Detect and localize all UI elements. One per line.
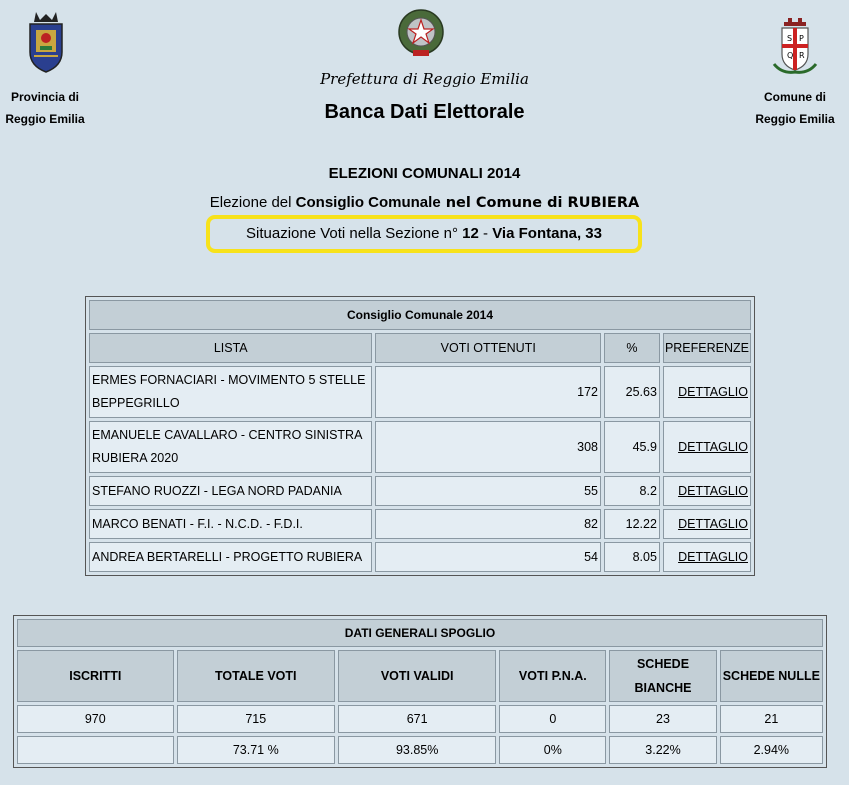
dettaglio-link[interactable]: DETTAGLIO — [678, 440, 748, 454]
comune-line2: Reggio Emilia — [755, 112, 835, 126]
row-voti: 308 — [375, 421, 601, 473]
dettaglio-link[interactable]: DETTAGLIO — [678, 385, 748, 399]
table-row — [89, 421, 751, 473]
dettaglio-link[interactable]: DETTAGLIO — [678, 517, 748, 531]
col-preferenze: PREFERENZE — [663, 333, 751, 363]
pct-voti-pna: 0% — [499, 736, 606, 764]
row-lista: MARCO BENATI - F.I. - N.C.D. - F.D.I. — [89, 509, 372, 539]
row-preferenze — [663, 421, 751, 473]
col-percent: % — [604, 333, 660, 363]
col-iscritti: ISCRITTI — [17, 650, 174, 702]
election-body: Consiglio Comunale — [295, 194, 441, 211]
prefettura-title: Prefettura di Reggio Emilia — [320, 70, 529, 88]
row-voti: 54 — [375, 542, 601, 572]
results-caption: Consiglio Comunale 2014 — [89, 300, 751, 330]
row-percent: 25.63 — [604, 366, 660, 418]
pct-voti-validi: 93.85% — [338, 736, 496, 764]
col-schede-nulle: SCHEDE NULLE — [720, 650, 823, 702]
row-preferenze — [663, 476, 751, 506]
table-row — [89, 366, 751, 418]
row-voti: 82 — [375, 509, 601, 539]
col-voti-validi: VOTI VALIDI — [338, 650, 496, 702]
situazione-separator: - — [478, 225, 493, 242]
election-prefix: Elezione del — [209, 194, 296, 211]
general-table — [14, 616, 826, 767]
election-comune-prefix: nel Comune di — [440, 195, 568, 211]
val-iscritti: 970 — [17, 705, 174, 733]
col-lista: LISTA — [89, 333, 372, 363]
election-description — [0, 194, 849, 211]
val-schede-nulle: 21 — [720, 705, 823, 733]
shield-letter: R — [799, 51, 805, 60]
table-row — [17, 705, 823, 733]
row-preferenze — [663, 366, 751, 418]
col-voti-pna: VOTI P.N.A. — [499, 650, 606, 702]
row-percent: 45.9 — [604, 421, 660, 473]
dettaglio-link[interactable]: DETTAGLIO — [678, 550, 748, 564]
val-voti-validi: 671 — [338, 705, 496, 733]
dettaglio-link[interactable]: DETTAGLIO — [678, 484, 748, 498]
val-schede-bianche: 23 — [609, 705, 716, 733]
col-totale-voti: TOTALE VOTI — [177, 650, 335, 702]
row-lista: EMANUELE CAVALLARO - CENTRO SINISTRA RUBIERA 2020 — [89, 421, 372, 473]
row-voti: 172 — [375, 366, 601, 418]
table-row — [89, 509, 751, 539]
results-table-frame — [85, 296, 755, 576]
election-comune: RUBIERA — [567, 195, 640, 211]
shield-letter: P — [799, 34, 804, 43]
col-voti: VOTI OTTENUTI — [375, 333, 601, 363]
pct-iscritti — [17, 736, 174, 764]
val-voti-pna: 0 — [499, 705, 606, 733]
val-totale-voti: 715 — [177, 705, 335, 733]
election-heading: ELEZIONI COMUNALI 2014 — [328, 165, 521, 182]
pct-schede-bianche: 3.22% — [609, 736, 716, 764]
pct-totale-voti: 73.71 % — [177, 736, 335, 764]
row-voti: 55 — [375, 476, 601, 506]
row-lista: STEFANO RUOZZI - LEGA NORD PADANIA — [89, 476, 372, 506]
row-percent: 12.22 — [604, 509, 660, 539]
row-preferenze — [663, 542, 751, 572]
row-percent: 8.2 — [604, 476, 660, 506]
sezione-address: Via Fontana, 33 — [492, 225, 602, 242]
general-caption: DATI GENERALI SPOGLIO — [17, 619, 823, 647]
provincia-coat-of-arms-icon — [22, 8, 70, 76]
shield-letter: S — [787, 34, 793, 43]
table-row — [17, 736, 823, 764]
situazione-prefix: Situazione Voti nella Sezione n° — [246, 225, 463, 242]
comune-line1: Comune di — [764, 90, 826, 104]
col-schede-bianche: SCHEDE BIANCHE — [609, 650, 716, 702]
row-lista: ERMES FORNACIARI - MOVIMENTO 5 STELLE BEPPEGRILLO — [89, 366, 372, 418]
comune-coat-of-arms-icon — [770, 14, 820, 76]
general-table-frame — [13, 615, 827, 768]
row-preferenze — [663, 509, 751, 539]
row-lista: ANDREA BERTARELLI - PROGETTO RUBIERA — [89, 542, 372, 572]
provincia-line1: Provincia di — [10, 90, 80, 104]
italian-republic-emblem-icon — [396, 6, 446, 60]
page-title: Banca Dati Elettorale — [324, 101, 525, 123]
sezione-highlight — [206, 215, 642, 253]
shield-letter: Q — [787, 51, 794, 60]
row-percent: 8.05 — [604, 542, 660, 572]
table-row — [89, 476, 751, 506]
provincia-line2: Reggio Emilia — [5, 112, 85, 126]
sezione-number: 12 — [462, 225, 479, 242]
results-table — [86, 297, 754, 575]
table-row — [89, 542, 751, 572]
pct-schede-nulle: 2.94% — [720, 736, 823, 764]
